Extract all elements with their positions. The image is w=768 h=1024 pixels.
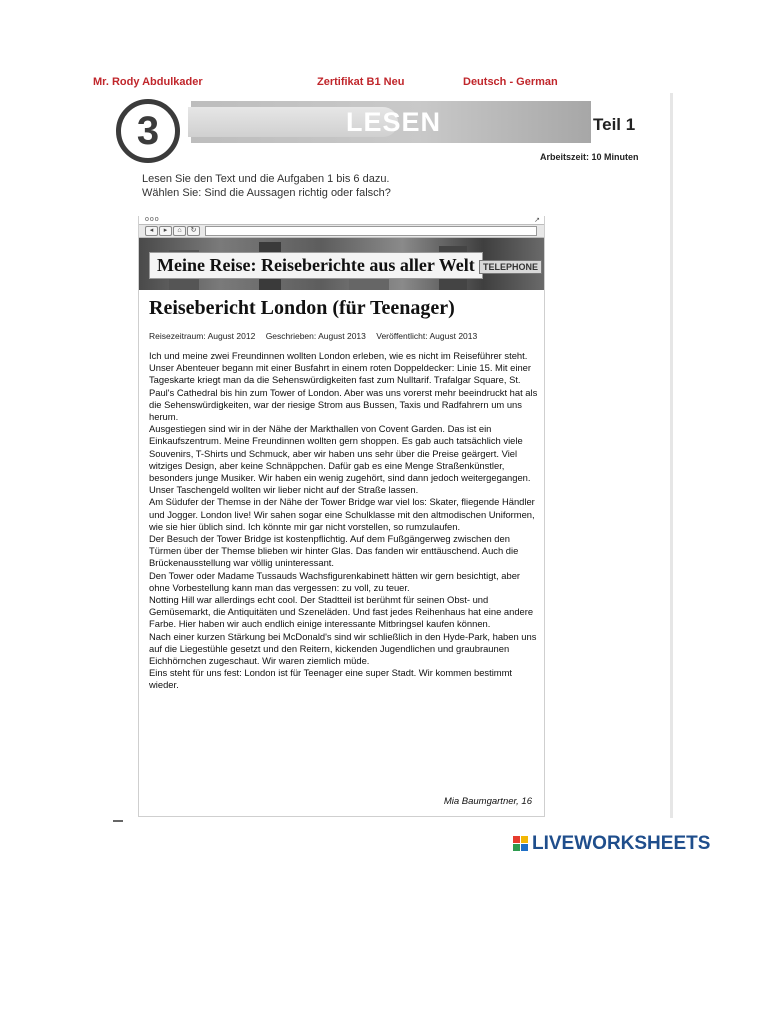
section-number: 3 xyxy=(136,109,160,153)
home-icon[interactable]: ⌂ xyxy=(173,226,186,236)
page-edge xyxy=(670,93,673,818)
article-body xyxy=(149,350,541,692)
address-bar[interactable] xyxy=(205,226,537,236)
site-title: Meine Reise: Reiseberichte aus aller Welt xyxy=(149,252,483,279)
telephone-sign: TELEPHONE xyxy=(479,260,542,274)
article-paragraph: Der Besuch der Tower Bridge ist kostenpflichtig. Auf dem Fußgängerweg zwischen den Türmen über der Themse blieben wir hinter Glas. Das fanden wir enttäuschend. Auch die Brückenausstellung war völlig uninteressant. xyxy=(149,533,519,569)
liveworksheets-logo-icon xyxy=(513,836,529,852)
article-paragraph: Am Südufer der Themse in der Nähe der Tower Bridge war viel los: Skater, fliegende Händler und Jogger. London live! Wir sahen sogar eine Schulklasse mit den altmodischen Uniformen, wie sie hier üblich sind. Ich könnte mir gar nicht vorstellen, so rumzulaufen. xyxy=(149,496,535,532)
forward-icon[interactable]: ▸ xyxy=(159,226,172,236)
article-paragraph: Ich und meine zwei Freundinnen wollten London erleben, wie es nicht im Reiseführer steht. Unser Abenteuer begann mit einer Busfahrt in einem roten Doppeldecker: Linie 15. Mit einer Tageskarte kriegt man da die Sehenswürdigkeiten fast zum Nulltarif. Trafalgar Square, St. Paul's Cathedral bis hin zum Tower of London. Aber was uns vorerst mehr beeindruckt hat als die Sehenswürdigkeiten, war der riesige Strom aus Bussen, Taxis und Radfahrern um uns herum. xyxy=(149,350,538,423)
instructions xyxy=(142,172,391,200)
resize-icon[interactable]: ↗ xyxy=(534,217,540,224)
section-number-circle xyxy=(116,99,180,163)
article-signature: Mia Baumgartner, 16 xyxy=(443,796,532,807)
working-time: Arbeitszeit: 10 Minuten xyxy=(540,152,639,162)
meta-published: Veröffentlicht: August 2013 xyxy=(376,331,478,341)
article-paragraph: Eins steht für uns fest: London ist für Teenager eine super Stadt. Wir kommen bestimmt wieder. xyxy=(149,667,513,691)
section-title: LESEN xyxy=(346,107,442,137)
article-meta xyxy=(149,331,544,341)
article-paragraph: Nach einer kurzen Stärkung bei McDonald's sind wir schließlich in den Hyde-Park, haben uns auf die Liegestühle gesetzt und den Reitern, kickenden Jugendlichen und graubraunen Eichhörnchen zugeschaut. Wir waren ziemlich müde. xyxy=(149,630,537,667)
meta-travel-period: Reisezeitraum: August 2012 xyxy=(149,331,256,341)
margin-mark xyxy=(113,820,123,822)
liveworksheets-wordmark: LIVEWORKSHEETS xyxy=(532,833,711,854)
article-paragraph: Ausgestiegen sind wir in der Nähe der Markthallen von Covent Garden. Das ist ein Einkaufszentrum. Meine Freundinnen wollten gern shoppen. Es gab auch tatsächlich viele Souvenirs, T-Shirts und Schmuck, aber wir haben uns sehr über die Preise geärgert. Viel witziges Design, aber keine Schnäppchen. Dafür gab es eine Menge Straßenkünstler, besonders junge Musiker. Wir haben ein wenig zugehört, sind dann jedoch weitergegangen. Unser Taschengeld wollten wir lieber nicht auf der Straße lassen. xyxy=(149,423,531,496)
site-header-image xyxy=(139,238,544,290)
back-icon[interactable]: ◂ xyxy=(145,226,158,236)
reload-icon[interactable]: ↻ xyxy=(187,226,200,236)
instruction-line: Lesen Sie den Text und die Aufgaben 1 bis 6 dazu. xyxy=(142,173,390,185)
header-certificate: Zertifikat B1 Neu xyxy=(317,76,405,88)
article-title: Reisebericht London (für Teenager) xyxy=(149,297,455,319)
browser-toolbar xyxy=(139,224,544,238)
header-language: Deutsch - German xyxy=(463,76,558,88)
article-paragraph: Notting Hill war allerdings echt cool. Der Stadtteil ist berühmt für seinen Obst- und Gemüsemarkt, die Antiquitäten und Szeneläden. Und fast jedes Reihenhaus hat eine andere Farbe. Hier haben wir auch endlich einige interessante Mitbringsel kaufen können. xyxy=(149,594,534,630)
browser-window xyxy=(138,216,545,817)
window-control-dots: ooo xyxy=(145,216,160,223)
article-paragraph: Den Tower oder Madame Tussauds Wachsfigurenkabinett hätten wir gern besichtigt, aber ohne Vorbestellung kann man das vergessen: zu voll, zu teuer. xyxy=(149,569,521,593)
part-label: Teil 1 xyxy=(593,115,636,134)
instruction-line: Wählen Sie: Sind die Aussagen richtig oder falsch? xyxy=(142,187,391,199)
header-author: Mr. Rody Abdulkader xyxy=(93,76,203,88)
meta-written: Geschrieben: August 2013 xyxy=(265,331,366,341)
